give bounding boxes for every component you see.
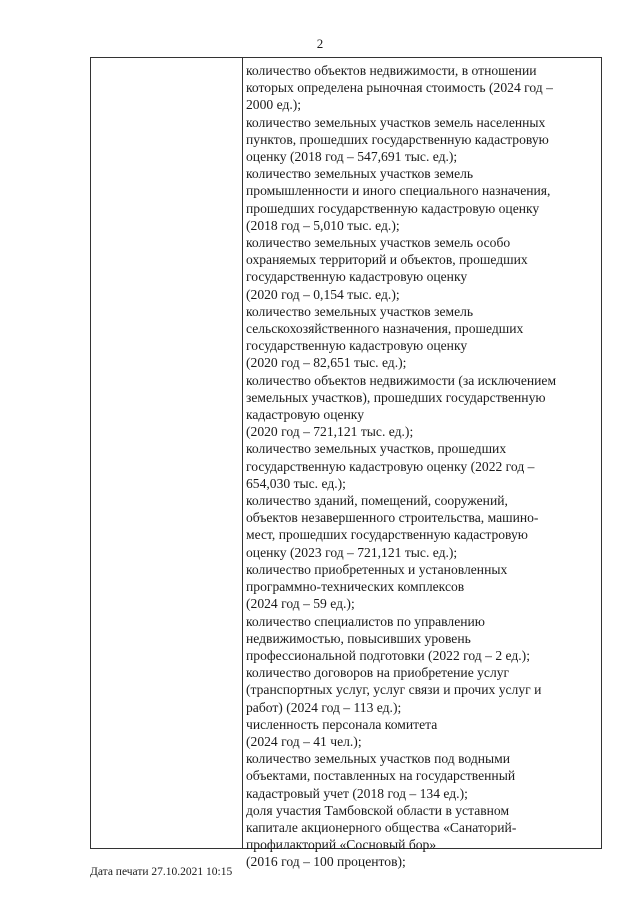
text-line: численность персонала комитета <box>246 716 438 732</box>
text-line: которых определена рыночная стоимость (2024 год – <box>246 80 553 96</box>
text-line: капитале акционерного общества «Санаторий- <box>246 819 517 835</box>
text-line: кадастровый учет (2018 год – 134 ед.); <box>246 785 468 801</box>
text-line: (2024 год – 59 ед.); <box>246 596 355 612</box>
text-line: количество объектов недвижимости, в отношении <box>246 63 537 78</box>
text-line: программно-технических комплексов <box>246 579 465 595</box>
text-line: (2018 год – 5,010 тыс. ед.); <box>246 217 400 233</box>
text-line: 2000 ед.); <box>246 97 302 113</box>
text-line: государственную кадастровую оценку (2022 год – <box>246 458 535 474</box>
text-line: доля участия Тамбовской области в уставном <box>246 802 510 818</box>
text-line: (2020 год – 721,121 тыс. ед.); <box>246 424 414 440</box>
text-line: количество земельных участков земель особо <box>246 235 511 251</box>
text-line: работ) (2024 год – 113 ед.); <box>246 699 402 715</box>
text-line: оценку (2018 год – 547,691 тыс. ед.); <box>246 149 458 165</box>
text-line: государственную кадастровую оценку <box>246 269 468 285</box>
text-line: количество земельных участков, прошедших <box>246 441 507 457</box>
text-line: (2020 год – 82,651 тыс. ед.); <box>246 355 407 371</box>
text-line: количество зданий, помещений, сооружений, <box>246 493 508 509</box>
text-line: количество договоров на приобретение услуг <box>246 665 510 681</box>
text-line: промышленности и иного специального назначения, <box>246 183 551 199</box>
text-line: объектов незавершенного строительства, машино- <box>246 510 539 526</box>
text-line: профессиональной подготовки (2022 год – 2 ед.); <box>246 647 530 663</box>
text-line: количество приобретенных и установленных <box>246 561 508 577</box>
text-line: количество специалистов по управлению <box>246 613 485 629</box>
text-line: охраняемых территорий и объектов, прошедших <box>246 252 528 268</box>
text-line: государственную кадастровую оценку <box>246 338 468 354</box>
text-line: профилакторий «Сосновый бор» <box>246 837 437 853</box>
text-line: (2016 год – 100 процентов); <box>246 854 406 870</box>
text-line: (2020 год – 0,154 тыс. ед.); <box>246 286 400 302</box>
text-line: 654,030 тыс. ед.); <box>246 475 346 491</box>
text-line: кадастровую оценку <box>246 407 365 423</box>
text-line: количество объектов недвижимости (за исключением <box>246 372 557 388</box>
text-line: земельных участков), прошедших государственную <box>246 389 546 405</box>
document-table <box>90 57 602 870</box>
text-line: сельскохозяйственного назначения, прошедших <box>246 321 524 337</box>
text-line: количество земельных участков земель <box>246 166 474 182</box>
print-date-footer: Дата печати 27.10.2021 10:15 <box>90 866 233 878</box>
text-line: количество земельных участков земель населенных <box>246 114 546 130</box>
page-number: 2 <box>316 36 324 51</box>
column-divider <box>242 58 243 848</box>
text-line: недвижимостью, повысивших уровень <box>246 630 471 646</box>
text-line: (2024 год – 41 чел.); <box>246 733 362 749</box>
text-line: количество земельных участков земель <box>246 303 474 319</box>
text-line: прошедших государственную кадастровую оценку <box>246 200 540 216</box>
text-line: количество земельных участков под водными <box>246 751 511 767</box>
table-right-cell <box>246 62 601 871</box>
text-line: оценку (2023 год – 721,121 тыс. ед.); <box>246 544 458 560</box>
text-line: мест, прошедших государственную кадастровую <box>246 527 528 543</box>
text-line: пунктов, прошедших государственную кадастровую <box>246 131 549 147</box>
text-line: объектами, поставленных на государственный <box>246 768 516 784</box>
text-line: (транспортных услуг, услуг связи и прочих услуг и <box>246 682 542 698</box>
